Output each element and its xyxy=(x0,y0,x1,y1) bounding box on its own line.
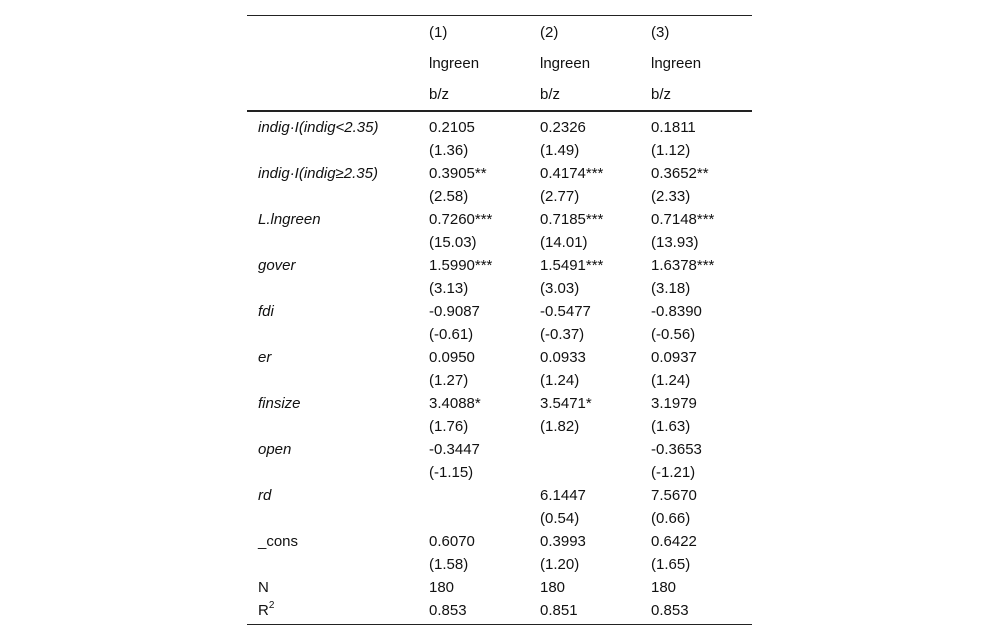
n-cell: 180 xyxy=(429,579,455,596)
table-row-z xyxy=(247,507,752,530)
coef-cell: -0.8390 xyxy=(651,303,702,320)
r2-label-superscript: 2 xyxy=(268,600,275,611)
z-cell: (1.49) xyxy=(540,142,580,159)
coef-cell: 0.6070 xyxy=(429,533,475,550)
r2-label xyxy=(258,602,274,619)
z-cell: (1.65) xyxy=(651,556,691,573)
header-col-2: (2) xyxy=(540,24,559,41)
table-row-z xyxy=(247,139,752,162)
row-label: _cons xyxy=(258,533,299,550)
coef-cell: 0.6422 xyxy=(651,533,697,550)
coef-cell: 0.4174*** xyxy=(540,165,604,182)
header-depvar-1: lngreen xyxy=(429,55,480,72)
header-row-column-numbers xyxy=(247,16,752,47)
table-row xyxy=(247,346,752,369)
coef-cell: -0.5477 xyxy=(540,303,591,320)
table-row xyxy=(247,254,752,277)
row-label: finsize xyxy=(258,395,301,412)
r2-cell: 0.853 xyxy=(429,602,467,619)
row-label: indig·I(indig<2.35) xyxy=(258,119,379,136)
table-row-r2 xyxy=(247,599,752,622)
coef-cell: 0.7185*** xyxy=(540,211,604,228)
z-cell: (2.58) xyxy=(429,188,469,205)
row-label: er xyxy=(258,349,272,366)
z-cell: (14.01) xyxy=(540,234,588,251)
table-row-n xyxy=(247,576,752,599)
header-row-stats xyxy=(247,78,752,109)
coef-cell: 0.1811 xyxy=(651,119,696,136)
header-depvar-3: lngreen xyxy=(651,55,702,72)
z-cell: (1.24) xyxy=(540,372,580,389)
z-cell: (1.20) xyxy=(540,556,580,573)
n-cell: 180 xyxy=(540,579,566,596)
coef-cell: 3.1979 xyxy=(651,395,697,412)
coef-cell: 0.2105 xyxy=(429,119,475,136)
coef-cell: 7.5670 xyxy=(651,487,697,504)
z-cell: (3.13) xyxy=(429,280,469,297)
coef-cell: 0.3905** xyxy=(429,165,487,182)
n-label: N xyxy=(258,579,269,596)
z-cell: (1.24) xyxy=(651,372,691,389)
coef-cell: 0.7260*** xyxy=(429,211,493,228)
z-cell: (2.77) xyxy=(540,188,580,205)
header-depvar-2: lngreen xyxy=(540,55,591,72)
table-row xyxy=(247,208,752,231)
row-label: rd xyxy=(258,487,272,504)
table-bottom-rule xyxy=(247,624,752,625)
z-cell: (1.36) xyxy=(429,142,469,159)
header-row-depvar xyxy=(247,47,752,78)
header-stats-2: b/z xyxy=(540,86,561,103)
table-row-z xyxy=(247,461,752,484)
z-cell: (1.27) xyxy=(429,372,469,389)
z-cell: (-1.15) xyxy=(429,464,474,481)
z-cell: (-1.21) xyxy=(651,464,696,481)
n-cell: 180 xyxy=(651,579,677,596)
coef-cell: -0.9087 xyxy=(429,303,480,320)
row-label: gover xyxy=(258,257,296,274)
coef-cell: -0.3447 xyxy=(429,441,480,458)
z-cell: (0.66) xyxy=(651,510,691,527)
table-row xyxy=(247,438,752,461)
z-cell: (1.76) xyxy=(429,418,469,435)
table-header xyxy=(247,16,752,110)
r2-label-base: R xyxy=(258,602,269,619)
coef-cell: 0.3652** xyxy=(651,165,709,182)
table-row xyxy=(247,530,752,553)
table-row-z xyxy=(247,231,752,254)
z-cell: (13.93) xyxy=(651,234,699,251)
table-row xyxy=(247,300,752,323)
coef-cell: 1.5491*** xyxy=(540,257,604,274)
coef-cell: 0.3993 xyxy=(540,533,586,550)
z-cell: (-0.61) xyxy=(429,326,474,343)
z-cell: (2.33) xyxy=(651,188,691,205)
table-row xyxy=(247,162,752,185)
z-cell: (0.54) xyxy=(540,510,580,527)
coef-cell: 1.5990*** xyxy=(429,257,493,274)
z-cell: (1.58) xyxy=(429,556,469,573)
z-cell: (3.18) xyxy=(651,280,691,297)
regression-table xyxy=(247,15,752,625)
coef-cell: 0.7148*** xyxy=(651,211,715,228)
header-stats-3: b/z xyxy=(651,86,672,103)
z-cell: (15.03) xyxy=(429,234,477,251)
table-row-z xyxy=(247,415,752,438)
table-row-z xyxy=(247,277,752,300)
row-label: indig·I(indig≥2.35) xyxy=(258,165,378,182)
z-cell: (1.12) xyxy=(651,142,691,159)
header-col-3: (3) xyxy=(651,24,670,41)
table-row xyxy=(247,392,752,415)
z-cell: (-0.37) xyxy=(540,326,585,343)
table-row-z xyxy=(247,369,752,392)
table-row-z xyxy=(247,323,752,346)
coef-cell: 0.0937 xyxy=(651,349,697,366)
header-stats-1: b/z xyxy=(429,86,450,103)
coef-cell: -0.3653 xyxy=(651,441,702,458)
r2-cell: 0.851 xyxy=(540,602,578,619)
table-row xyxy=(247,116,752,139)
coef-cell: 3.4088* xyxy=(429,395,481,412)
z-cell: (-0.56) xyxy=(651,326,696,343)
table-body xyxy=(247,112,752,624)
coef-cell: 3.5471* xyxy=(540,395,592,412)
table-row xyxy=(247,484,752,507)
row-label: open xyxy=(258,441,292,458)
row-label: fdi xyxy=(258,303,274,320)
table-row-z xyxy=(247,553,752,576)
row-label: L.lngreen xyxy=(258,211,321,228)
header-col-1: (1) xyxy=(429,24,448,41)
coef-cell: 0.0950 xyxy=(429,349,475,366)
coef-cell: 1.6378*** xyxy=(651,257,715,274)
coef-cell: 6.1447 xyxy=(540,487,586,504)
table-row-z xyxy=(247,185,752,208)
z-cell: (1.82) xyxy=(540,418,580,435)
z-cell: (1.63) xyxy=(651,418,691,435)
coef-cell: 0.2326 xyxy=(540,119,586,136)
coef-cell: 0.0933 xyxy=(540,349,586,366)
z-cell: (3.03) xyxy=(540,280,580,297)
r2-cell: 0.853 xyxy=(651,602,689,619)
